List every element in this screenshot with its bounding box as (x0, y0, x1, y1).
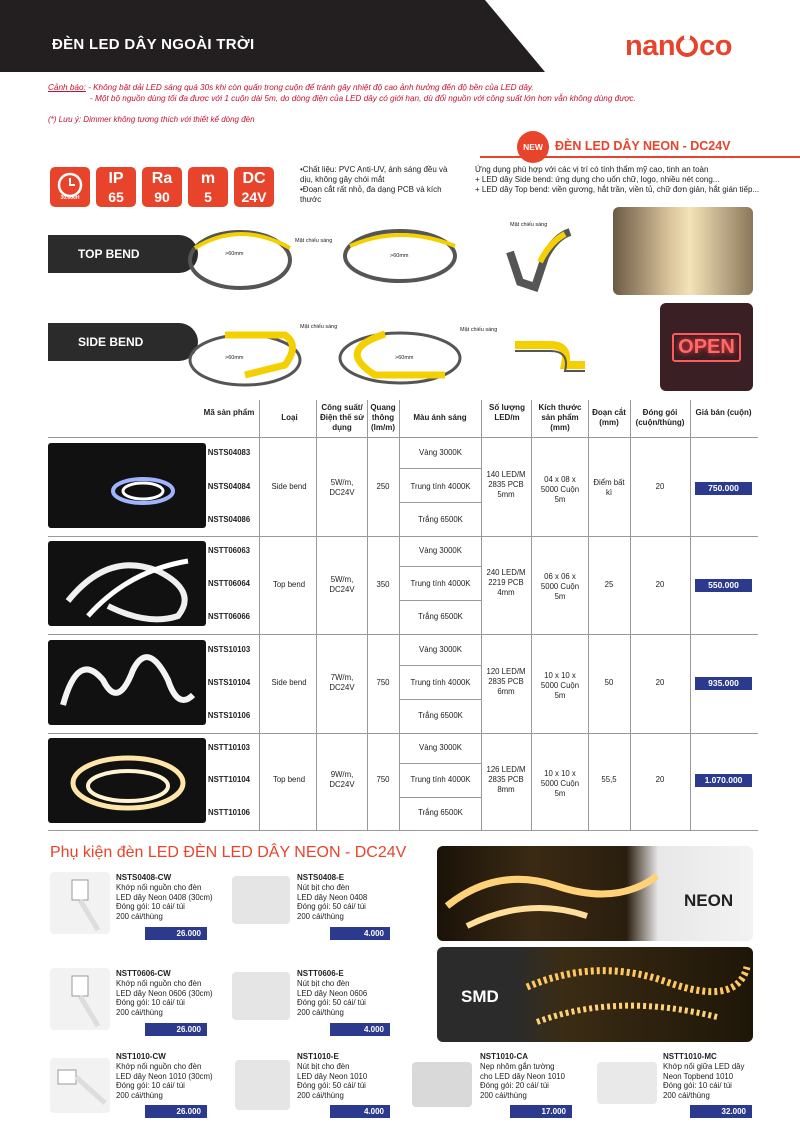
length-icon: m 5 (188, 167, 228, 207)
neon-strip-photo (437, 846, 753, 941)
clock-icon (50, 167, 90, 207)
pack-qty: 20 (655, 775, 665, 784)
product-code: NSTT06064 (207, 579, 251, 588)
product-code: NSTT06063 (207, 546, 251, 555)
light-color: Trung tính 4000K (410, 579, 471, 588)
product-code: NSTS10104 (207, 678, 251, 687)
page-title: ĐÈN LED DÂY NGOÀI TRỜI (52, 36, 255, 53)
side-bend-3d-diagram (510, 325, 590, 375)
cut-length: 50 (604, 678, 614, 687)
product-lumen: 350 (376, 580, 390, 589)
cut-length: Điểm bất kì (593, 478, 625, 497)
product-power: 9W/m, DC24V (329, 770, 355, 789)
features-left: •Chất liệu: PVC Anti-UV, ánh sáng đều và dịu, không gây chói mắt •Đoạn cắt rất nhỏ, đa dạng PCB và kích thước (300, 165, 448, 204)
product-code: NSTT10103 (207, 743, 251, 752)
warning-line-2: - Một bộ nguồn dùng tối đa được với 1 cuộn dài 5m, do dòng điện của LED dây có giới hạn, dù đổi nguồn với công suất lớn hơn vẫn không dùng được. (90, 94, 636, 103)
mirror-photo (613, 207, 753, 295)
product-lumen: 250 (376, 482, 390, 491)
page-header (0, 0, 800, 72)
warning-line-1: Cảnh báo: - Không bật dải LED sáng quá 30s khi còn quấn trong cuộn để tránh gây nhiệt độ cao ảnh hưởng đến độ bền của LED dây. (48, 83, 534, 92)
end-cap-image (235, 1060, 290, 1110)
accessory-price: 26.000 (145, 1105, 207, 1118)
product-image-nstt10 (48, 738, 206, 823)
neon-label: NEON (684, 891, 734, 910)
product-code: NSTS10103 (207, 645, 251, 654)
led-count: 140 LED/M 2835 PCB 5mm (486, 470, 526, 499)
header-type: Loại (281, 413, 298, 422)
side-bend-label: SIDE BEND (48, 323, 198, 361)
pack-qty: 20 (655, 678, 665, 687)
voltage-icon: DC 24V (234, 167, 274, 207)
header-size: Kích thước sản phẩm (mm) (538, 403, 582, 432)
product-power: 5W/m, DC24V (329, 575, 355, 594)
series-title: ĐÈN LED DÂY NEON - DC24V (555, 139, 731, 153)
light-color: Trung tính 4000K (410, 775, 471, 784)
smd-strip-photo (437, 947, 753, 1042)
product-size: 04 x 08 x 5000 Cuộn 5m (540, 475, 580, 504)
product-size: 10 x 10 x 5000 Cuộn 5m (540, 769, 580, 798)
product-lumen: 750 (376, 678, 390, 687)
product-code: NSTT10104 (207, 775, 251, 784)
product-code: NSTS04084 (207, 482, 251, 491)
warning-label: Cảnh báo: (48, 83, 86, 92)
open-sign-photo: OPEN (660, 303, 753, 391)
product-code: NSTS10106 (207, 711, 251, 720)
header-price: Giá bán (cuộn) (695, 408, 752, 417)
light-color: Trắng 6500K (418, 808, 463, 817)
series-divider (480, 156, 800, 158)
product-code: NSTT10106 (207, 808, 251, 817)
light-color: Trắng 6500K (418, 515, 463, 524)
light-color: Vàng 3000K (419, 645, 462, 654)
new-badge: NEW (517, 131, 549, 163)
light-color: Trắng 6500K (418, 711, 463, 720)
product-type: Top bend (272, 580, 306, 589)
brand-logo: nan co (625, 30, 732, 62)
top-bend-label: TOP BEND (48, 235, 198, 273)
product-size: 10 x 10 x 5000 Cuộn 5m (540, 671, 580, 700)
lifetime-icon: 30.000H (50, 167, 90, 207)
header-power: Công suất/ Điện thế sử dụng (319, 403, 365, 432)
cut-length: 55,5 (601, 775, 617, 784)
aluminum-channel-image (412, 1062, 472, 1107)
cut-length: 25 (604, 580, 614, 589)
light-color: Vàng 3000K (419, 546, 462, 555)
pack-qty: 20 (655, 580, 665, 589)
product-type: Side bend (271, 678, 307, 687)
light-color: Vàng 3000K (419, 743, 462, 752)
led-count: 120 LED/M 2835 PCB 6mm (486, 667, 526, 696)
top-bend-diagram (185, 218, 475, 298)
product-price: 935.000 (695, 677, 752, 690)
light-color: Trung tính 4000K (410, 678, 471, 687)
end-cap-image (232, 972, 290, 1020)
middle-connector-image (597, 1062, 657, 1104)
product-power: 5W/m, DC24V (329, 478, 355, 497)
led-count: 126 LED/M 2835 PCB 8mm (486, 765, 526, 794)
features-right: Ứng dụng phù hợp với các vị trí có tính thẩm mỹ cao, tinh an toàn + LED dây Side bend: ứng dụng cho uốn chữ, logo, nhiều nét cong... + LED dây Top bend: viền gương, hắt trần, viền tủ, chữ đơn giản, hắt gián tiếp... (475, 165, 760, 194)
power-connector-image (50, 968, 110, 1030)
header-color: Màu ánh sáng (413, 413, 467, 422)
ip-rating-icon: IP 65 (96, 167, 136, 207)
product-image-nsts10 (48, 640, 206, 725)
product-type: Side bend (271, 482, 307, 491)
accessory-price: 26.000 (145, 1023, 207, 1036)
top-bend-3d-diagram (500, 222, 580, 292)
header-lumen: Quang thông (lm/m) (370, 403, 396, 432)
product-image-nsts04 (48, 443, 206, 528)
header-code: Mã sản phẩm (203, 408, 255, 417)
product-power: 7W/m, DC24V (329, 673, 355, 692)
light-color: Trung tính 4000K (410, 482, 471, 491)
accessory-price: 32.000 (690, 1105, 752, 1118)
power-connector-image (50, 1058, 110, 1113)
header-pack: Đóng gói (cuộn/thùng) (635, 408, 685, 427)
product-code: NSTS04083 (207, 448, 251, 457)
product-code: NSTS04086 (207, 515, 251, 524)
product-price: 1.070.000 (695, 774, 752, 787)
accessory-price: 26.000 (145, 927, 207, 940)
product-lumen: 750 (376, 775, 390, 784)
light-color: Trắng 6500K (418, 612, 463, 621)
accessory-price: 4.000 (330, 1105, 390, 1118)
header-cut: Đoạn cắt (mm) (592, 408, 626, 427)
led-count: 240 LED/M 2219 PCB 4mm (486, 568, 526, 597)
product-type: Top bend (272, 775, 306, 784)
product-size: 06 x 06 x 5000 Cuộn 5m (540, 572, 580, 601)
ra-icon: Ra 90 (142, 167, 182, 207)
end-cap-image (232, 876, 290, 924)
accessory-price: 4.000 (330, 927, 390, 940)
product-code: NSTT06066 (207, 612, 251, 621)
accessories-title: Phụ kiện đèn LED ĐÈN LED DÂY NEON - DC24V (50, 844, 407, 861)
product-price: 750.000 (695, 482, 752, 495)
header-leds: Số lượng LED/m (489, 403, 525, 422)
smd-label: SMD (461, 987, 499, 1006)
power-connector-image (50, 872, 110, 934)
dimmer-note: (*) Lưu ý: Dimmer không tương thích với thiết kế dòng đèn (48, 115, 255, 124)
accessory-price: 17.000 (510, 1105, 572, 1118)
product-price: 550.000 (695, 579, 752, 592)
accessory-price: 4.000 (330, 1023, 390, 1036)
product-image-nstt06 (48, 541, 206, 626)
pack-qty: 20 (655, 482, 665, 491)
light-color: Vàng 3000K (419, 448, 462, 457)
